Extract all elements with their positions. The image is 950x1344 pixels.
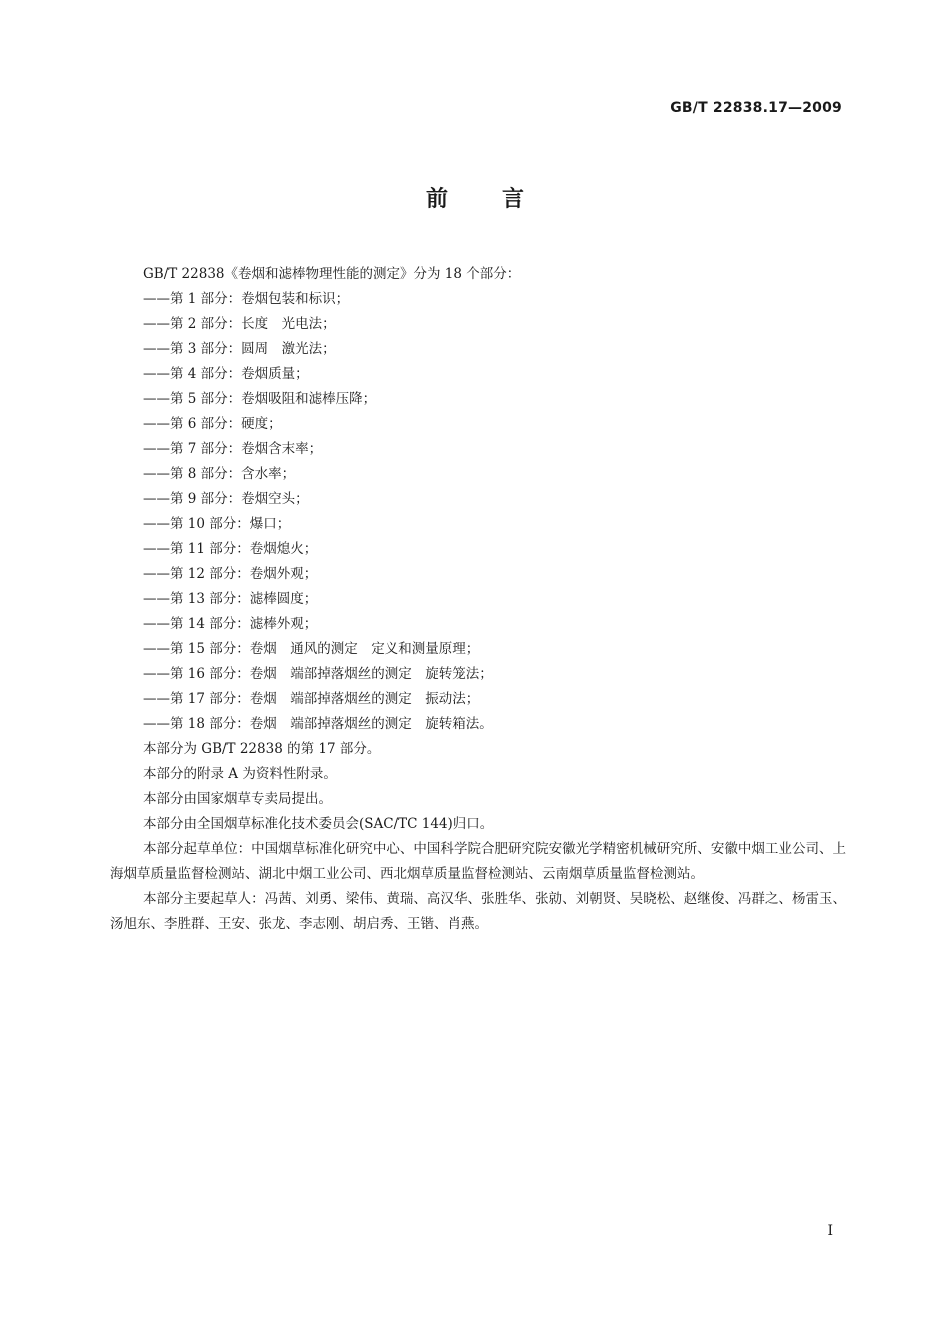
drafters-paragraph: 本部分主要起草人：冯茜、刘勇、梁伟、黄瑞、高汉华、张胜华、张勍、刘朝贤、吴晓松、赵继俊、冯群之、杨雷玉、汤旭东、李胜群、王安、张龙、李志刚、胡启秀、王锴、肖燕。 [110, 891, 846, 932]
list-item: ——第 2 部分：长度 光电法； [143, 316, 336, 332]
page-title: 前言 [425, 187, 578, 212]
annex-paragraph: 本部分的附录 A 为资料性附录。 [143, 766, 337, 782]
list-item: ——第 10 部分：爆口； [143, 516, 291, 532]
part-number-paragraph: 本部分为 GB/T 22838 的第 17 部分。 [143, 741, 381, 757]
list-item: ——第 16 部分：卷烟 端部掉落烟丝的测定 旋转笼法； [143, 666, 493, 682]
list-item: ——第 4 部分：卷烟质量； [143, 366, 309, 382]
page-number: I [827, 1223, 833, 1239]
list-item: ——第 9 部分：卷烟空头； [143, 491, 309, 507]
committee-paragraph: 本部分由全国烟草标准化技术委员会(SAC/TC 144)归口。 [143, 816, 494, 832]
drafting-units-paragraph: 本部分起草单位：中国烟草标准化研究中心、中国科学院合肥研究院安徽光学精密机械研究所、安徽中烟工业公司、上海烟草质量监督检测站、湖北中烟工业公司、西北烟草质量监督检测站、云南烟草质量监督检测站。 [110, 841, 846, 882]
list-item: ——第 18 部分：卷烟 端部掉落烟丝的测定 旋转箱法。 [143, 716, 493, 732]
intro-paragraph: GB/T 22838《卷烟和滤棒物理性能的测定》分为 18 个部分： [143, 266, 521, 282]
list-item: ——第 12 部分：卷烟外观； [143, 566, 318, 582]
list-item: ——第 7 部分：卷烟含末率； [143, 441, 323, 457]
list-item: ——第 15 部分：卷烟 通风的测定 定义和测量原理； [143, 641, 480, 657]
list-item: ——第 17 部分：卷烟 端部掉落烟丝的测定 振动法； [143, 691, 480, 707]
list-item: ——第 1 部分：卷烟包装和标识； [143, 291, 350, 307]
list-item: ——第 3 部分：圆周 激光法； [143, 341, 336, 357]
list-item: ——第 11 部分：卷烟熄火； [143, 541, 318, 557]
proposer-paragraph: 本部分由国家烟草专卖局提出。 [143, 791, 332, 807]
list-item: ——第 6 部分：硬度； [143, 416, 282, 432]
foreword-body [110, 262, 846, 937]
list-item: ——第 8 部分：含水率； [143, 466, 296, 482]
list-item: ——第 14 部分：滤棒外观； [143, 616, 318, 632]
list-item: ——第 13 部分：滤棒圆度； [143, 591, 318, 607]
standard-code: GB/T 22838.17—2009 [670, 100, 842, 116]
parts-list [110, 287, 846, 737]
list-item: ——第 5 部分：卷烟吸阻和滤棒压降； [143, 391, 377, 407]
